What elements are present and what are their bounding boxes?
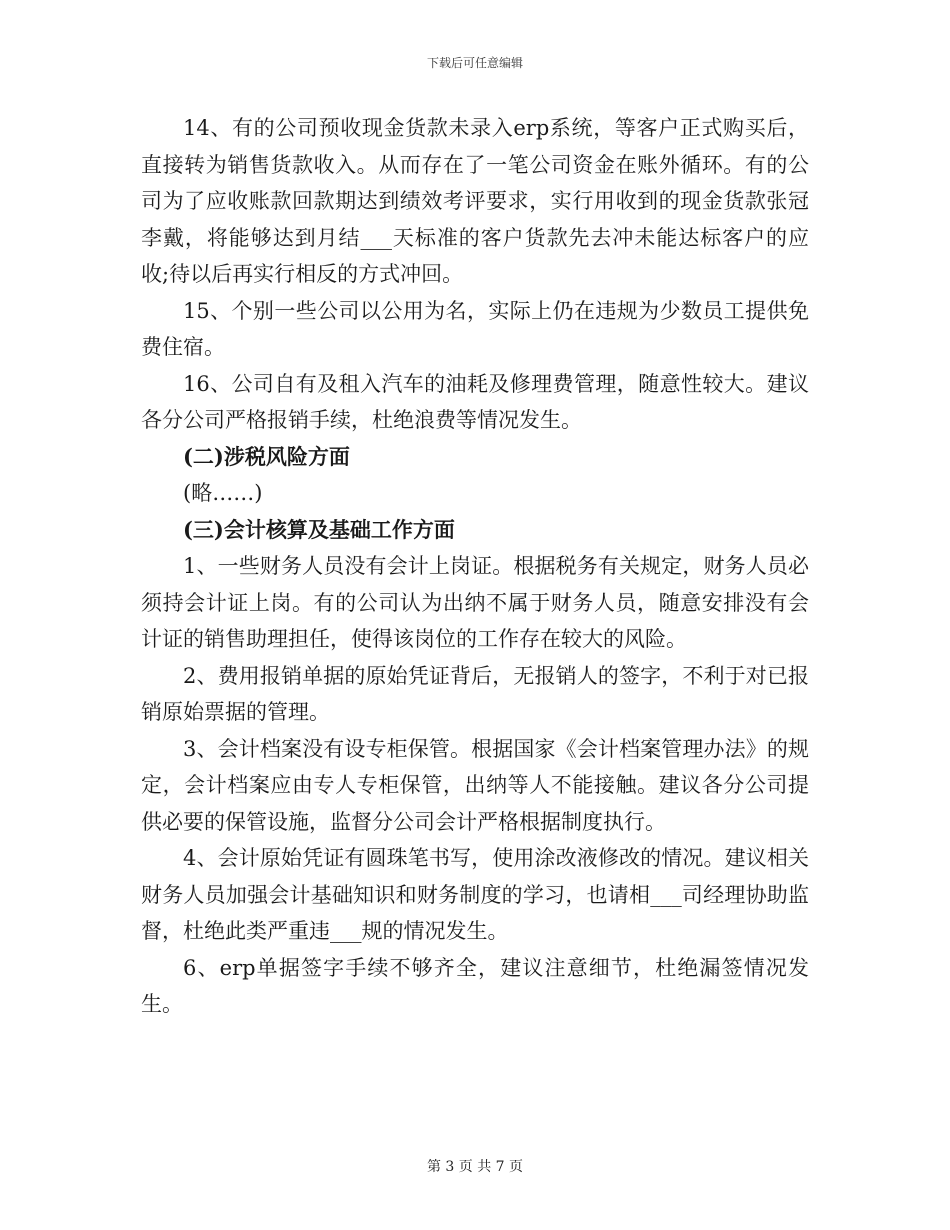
paragraph-14: 14、有的公司预收现金货款未录入erp系统，等客户正式购买后，直接转为销售货款收入。从而存在了一笔公司资金在账外循环。有的公司为了应收账款回款期达到绩效考评要求，实行用收到的现金货款张冠李戴，将能够达到月结___天标准的客户货款先去冲未能达标客户的应收;待以后再实行相反的方式冲回。: [141, 116, 809, 286]
paragraph-15: 15、个别一些公司以公用为名，实际上仍在违规为少数员工提供免费住宿。: [141, 298, 809, 359]
section-heading-tax-risk: (二)涉税风险方面: [183, 443, 350, 469]
paragraph-6: 6、erp单据签字手续不够齐全，建议注意细节，杜绝漏签情况发生。: [141, 955, 809, 1016]
page-number-footer: 第 3 页 共 7 页: [426, 1159, 524, 1175]
page-header-note: 下载后可任意编辑: [426, 56, 523, 70]
paragraph-4: 4、会计原始凭证有圆珠笔书写，使用涂改液修改的情况。建议相关财务人员加强会计基础知识和财务制度的学习，也请相___司经理协助监督，杜绝此类严重违___规的情况发生。: [141, 846, 809, 943]
paragraph-1: 1、一些财务人员没有会计上岗证。根据税务有关规定，财务人员必须持会计证上岗。有的公司认为出纳不属于财务人员，随意安排没有会计证的销售助理担任，使得该岗位的工作存在较大的风险。: [141, 554, 809, 651]
section-heading-accounting: (三)会计核算及基础工作方面: [183, 516, 455, 542]
document-body: [141, 110, 809, 1023]
paragraph-16: 16、公司自有及租入汽车的油耗及修理费管理，随意性较大。建议各分公司严格报销手续，杜绝浪费等情况发生。: [141, 371, 809, 432]
section-omitted-note: (略……): [183, 481, 263, 505]
paragraph-3: 3、会计档案没有设专柜保管。根据国家《会计档案管理办法》的规定，会计档案应由专人专柜保管，出纳等人不能接触。建议各分公司提供必要的保管设施，监督分公司会计严格根据制度执行。: [141, 736, 809, 834]
paragraph-2: 2、费用报销单据的原始凭证背后，无报销人的签字，不利于对已报销原始票据的管理。: [141, 663, 809, 724]
